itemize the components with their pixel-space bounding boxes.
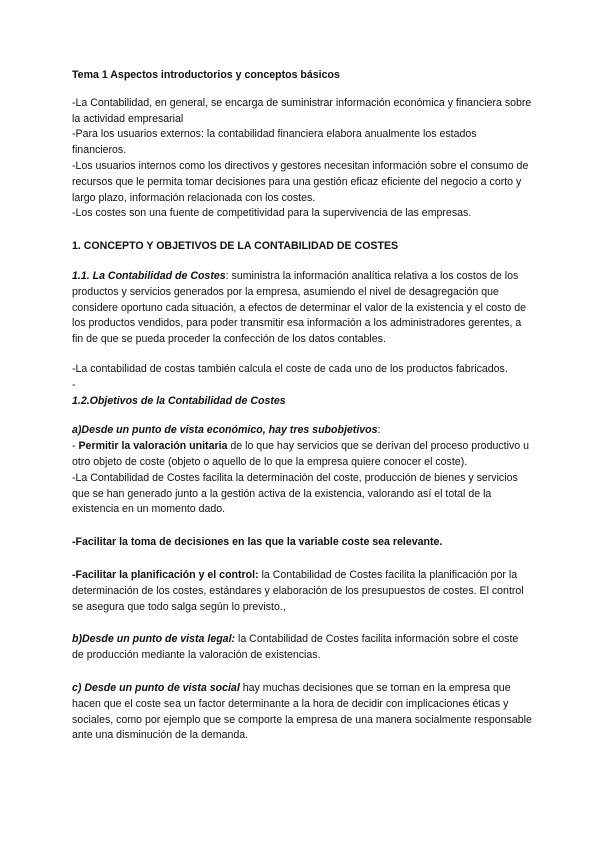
page-title: Tema 1 Aspectos introductorios y conceptos básicos <box>72 69 340 81</box>
objective-c-label: c) Desde un punto de vista social <box>72 681 240 694</box>
objective-a1-extra: -La Contabilidad de Costes facilita la determinación del coste, producción de bienes y servicios que se han generado junto a la gestión activa de la existencia, valorando así el total de la existencia en un momento dado. <box>72 471 518 516</box>
objective-b-label: b)Desde un punto de vista legal: <box>72 633 236 646</box>
intro-paragraph-4: -Los costes son una fuente de competitividad para la supervivencia de las empresas. <box>72 207 472 220</box>
objective-a1-bold: Permitir la valoración unitaria <box>78 440 228 453</box>
section-heading: 1. CONCEPTO Y OBJETIVOS DE LA CONTABILIDAD DE COSTES <box>72 240 399 253</box>
objective-b-text: la Contabilidad de Costes facilita información sobre el coste de producción mediante la valoración de existencias. <box>72 633 519 662</box>
objective-a3-text: la Contabilidad de Costes facilita la planificación por la determinación de los costes, estándares y elaboración de los presupuestos de costes. El control se asegura que todo salga según lo previsto., <box>72 568 524 613</box>
objective-a3-bold: -Facilitar la planificación y el control: <box>72 568 259 581</box>
section-1-1-text: : suministra la información analítica relativa a los costos de los productos y servicios generados por la empresa, asumiendo el nivel de desagregación que considere oportuno cada situación, a efectos de determinar el valor de la existencia y el costo de los productos vendidos, para poder transmitir esa información a los administradores gerentes, a fin de que se pueda proceder la confección de los datos contables. <box>72 269 527 346</box>
objective-a3-paragraph <box>72 568 532 615</box>
intro-paragraph-2: -Para los usuarios externos: la contabilidad financiera elabora anualmente los estados financieros. <box>72 128 477 157</box>
objective-a1-paragraph <box>72 439 532 471</box>
section-1-1-paragraph <box>72 269 532 348</box>
section-1-2-heading: 1.2.Objetivos de la Contabilidad de Costes <box>72 394 286 407</box>
intro-paragraph-3: -Los usuarios internos como los directivos y gestores necesitan información sobre el consumo de recursos que le permita tomar decisiones para una gestión eficaz eficiente del negocio a corto y largo plazo, información relacionada con los costes. <box>72 159 529 204</box>
objective-c-text: hay muchas decisiones que se toman en la empresa que hacen que el coste sea un factor determinante a la hora de decidir con implicaciones éticas y sociales, como por ejemplo que se comporte la empresa de una manera socialmente responsable ante una disminución de la demanda. <box>72 681 532 742</box>
objective-b-paragraph <box>72 632 532 664</box>
objective-a-label: a)Desde un punto de vista económico, hay tres subobjetivos <box>72 424 378 437</box>
document-page <box>72 68 532 744</box>
objective-c-paragraph <box>72 681 532 744</box>
dash-line: - <box>72 378 76 391</box>
section-1-1-extra: -La contabilidad de costas también calcula el coste de cada uno de los productos fabricados. <box>72 362 508 375</box>
section-1-1-label: 1.1. La Contabilidad de Costes <box>72 269 226 282</box>
objective-a-heading <box>72 423 532 439</box>
objective-a1-lead: - <box>72 440 79 453</box>
objective-a-colon: : <box>377 424 381 437</box>
intro-paragraph-1: -La Contabilidad, en general, se encarga de suministrar información económica y financiera sobre la actividad empresarial <box>72 96 532 125</box>
objective-a2-paragraph: -Facilitar la toma de decisiones en las que la variable coste sea relevante. <box>72 536 443 549</box>
objective-a1-text: de lo que hay servicios que se derivan del proceso productivo u otro objeto de coste (objeto o aquello de lo que la empresa quiere conocer el coste). <box>72 440 529 468</box>
